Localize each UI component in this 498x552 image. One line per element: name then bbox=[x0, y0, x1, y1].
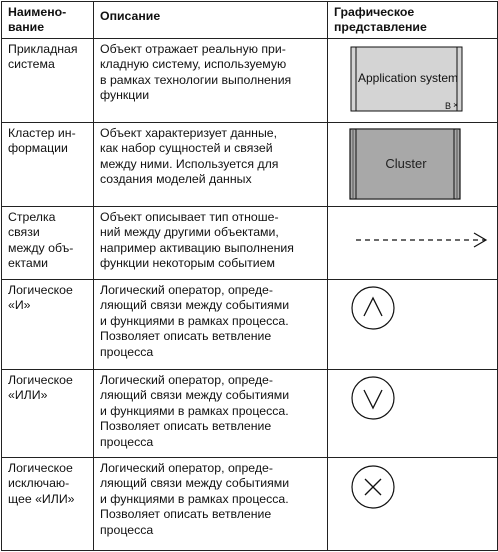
header-name: Наимено- вание bbox=[2, 2, 94, 39]
row-graphic bbox=[328, 370, 498, 458]
dashed-arrow-icon bbox=[328, 207, 498, 280]
row-name: Логическое «И» bbox=[2, 280, 94, 370]
row-name: Кластер ин- формации bbox=[2, 123, 94, 207]
row-description: Объект описывает тип отноше- ний между другими объектами, например активацию выполнения функции некоторым событием bbox=[94, 207, 328, 280]
row-description: Объект характеризует данные, как набор сущностей и связей между ними. Используется для создания моделей данных bbox=[94, 123, 328, 207]
table-row bbox=[2, 39, 498, 123]
header-row bbox=[2, 2, 498, 39]
notation-table bbox=[1, 1, 498, 551]
row-graphic bbox=[328, 39, 498, 123]
table-row bbox=[2, 458, 498, 551]
row-name: Прикладная система bbox=[2, 39, 94, 123]
or-operator-icon bbox=[328, 370, 498, 458]
header-description: Описание bbox=[94, 2, 328, 39]
row-graphic bbox=[328, 280, 498, 370]
row-description: Логический оператор, опреде- ляющий связи между событиями и функциями в рамках процесса. Позволяет описать ветвление процесса bbox=[94, 458, 328, 551]
cluster-icon bbox=[328, 123, 498, 207]
row-name: Логическое исключаю- щее «ИЛИ» bbox=[2, 458, 94, 551]
application-system-icon bbox=[328, 39, 498, 123]
row-graphic bbox=[328, 458, 498, 551]
svg-text:B: B bbox=[445, 101, 452, 111]
cluster-label: Cluster bbox=[385, 156, 427, 171]
application-system-label: Application system bbox=[357, 71, 459, 85]
svg-text:×: × bbox=[453, 100, 459, 110]
row-description: Логический оператор, опреде- ляющий связи между событиями и функциями в рамках процесса. Позволяет описать ветвление процесса bbox=[94, 280, 328, 370]
row-graphic bbox=[328, 123, 498, 207]
table-row bbox=[2, 123, 498, 207]
row-name: Логическое «ИЛИ» bbox=[2, 370, 94, 458]
xor-operator-icon bbox=[328, 458, 498, 551]
table-row bbox=[2, 207, 498, 280]
row-graphic bbox=[328, 207, 498, 280]
and-operator-icon bbox=[328, 280, 498, 370]
row-description: Объект отражает реальную при- кладную систему, используемую в рамках технологии выполнения функции bbox=[94, 39, 328, 123]
row-name: Стрелка связи между объ- ектами bbox=[2, 207, 94, 280]
row-description: Логический оператор, опреде- ляющий связи между событиями и функциями в рамках процесса. Позволяет описать ветвление процесса bbox=[94, 370, 328, 458]
header-graphic: Графическое представление bbox=[328, 2, 498, 39]
table-row bbox=[2, 370, 498, 458]
table-row bbox=[2, 280, 498, 370]
